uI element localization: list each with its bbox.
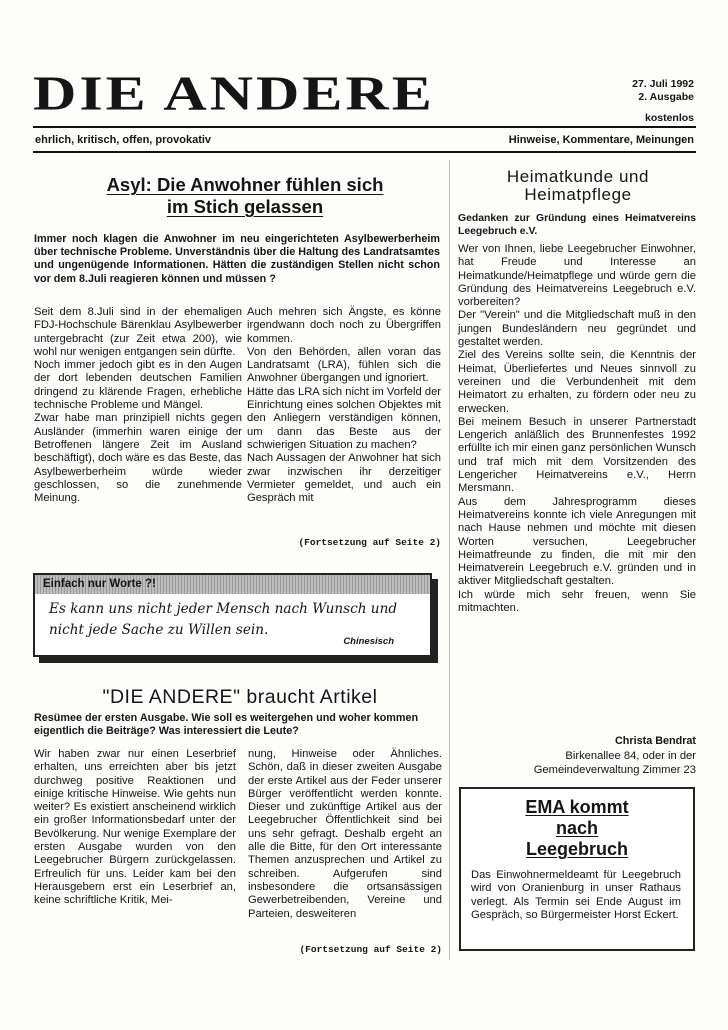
asyl-lead: Immer noch klagen die Anwohner im neu eingerichteten Asylbewerberheim über technische Probleme. Unverständnis über die Haltung des Landratsamtes und ungenügende Informationen. Hätten die zuständigen Stellen nicht schon vor dem 8.Juli reagieren können und müssen ? — [34, 233, 440, 285]
quote-box — [33, 573, 432, 657]
sidebar-paragraph: Ziel des Vereins sollte sein, die Kenntnis der Heimat, Überliefertes und Neues sinnvoll zu vereinen und die Verbundenheit mit dem Heimatort zu erhalten, zu fördern oder neu zu erwecken. — [458, 349, 696, 415]
ema-title — [461, 797, 693, 860]
sidebar-address-line2: Gemeindeverwaltung Zimmer 23 — [533, 764, 696, 776]
asyl-headline-line2: im Stich gelassen — [166, 196, 324, 217]
sidebar-paragraph: Bei meinem Besuch in unserer Partnerstadt Lengerich anläßlich des Brunnenfestes 1992 erfüllte ich mir einen ganz persönlichen Wunsch und traf mich mit dem Vorsitzenden des Lengericher Heimatvereins e.V., Herrn Mersmann. — [458, 415, 696, 495]
tagline-left: ehrlich, kritisch, offen, provokativ — [35, 134, 212, 146]
issue-edition: 2. Ausgabe — [638, 91, 694, 103]
asyl-col2-paragraph: Von den Behörden, allen voran das Landratsamt (LRA), fühlen sich die Anwohner übergangen und ignoriert. — [247, 345, 441, 385]
sidebar-title-line1: Heimatkunde und — [506, 167, 650, 186]
sidebar-paragraph: Aus dem Jahresprogramm dieses Heimatvereins konnte ich viele Anregungen mit nach Hause nehmen und möchte mit diesen Worten versuchen, Leegebrucher Heimatfreunde zu finden, die mit mir den Heimatverein Leegebruch e.V. gründen und in aktiver Mitgliedschaft gestalten. — [458, 495, 696, 588]
asyl-col2-paragraph: Hätte das LRA sich nicht im Vorfeld der Einrichtung eines solchen Objektes mit den Anliegern verständigen können, um dann das Beste aus der schwierigen Situation zu machen? — [247, 385, 442, 451]
artikel-continued: (Fortsetzung auf Seite 2) — [299, 944, 442, 955]
ema-title-line1: EMA kommt — [525, 797, 629, 817]
artikel-column-1: Wir haben zwar nur einen Leserbrief erhalten, uns erreichten aber bis jetzt durchweg positive Reaktionen und einige kritische Hinweise. Wie gehts nun weiter? Es existiert anscheinend wirklich ein großer Informationsbedarf unter der Bevölkerung. Nur wenige Exemplare der ersten Ausgabe wurden von den Leegebrucher Bürgern zurückgelassen. Erfreulich für uns. Leider kam bei den Herausgebern erst ein Leserbrief an, keine schriftliche Kritik, Mei- — [34, 748, 236, 907]
asyl-col1-paragraph: Seit dem 8.Juli sind in der ehemaligen FDJ-Hochschule Bärenklau Asylbewerber untergebracht (zur Zeit etwa 200), wie wohl nur wenigen entgangen sein dürfte. — [34, 306, 242, 358]
quote-line-2: nicht jede Sache zu Willen sein. — [49, 622, 269, 638]
sidebar-paragraph: Der "Verein" und die Mitgliedschaft muß in den jungen Bundesländern neu gegründet und gestaltet werden. — [458, 309, 696, 349]
asyl-headline — [40, 174, 450, 218]
asyl-continued: (Fortsetzung auf Seite 2) — [298, 537, 441, 548]
artikel-headline: "DIE ANDERE" braucht Artikel — [102, 686, 378, 708]
artikel-column-2: nung, Hinweise oder Ähnliches. Schön, daß in dieser zweiten Ausgabe der erste Artikel aus der Feder unserer Bürger veröffentlicht werden konnte. Dieser und zukünftige Artikel aus der Leegebrucher Öffentlichkeit sind bei uns sehr gefragt. Deshalb ergeht an alle die Bitte, für den Ort interessante Themen anzusprechen und Artikel zu schreiben. Aufgerufen sind insbesondere die ortsansässigen Gewerbetreibenden, Vereine und Parteien, desweiteren — [248, 748, 442, 920]
ema-box — [459, 787, 695, 951]
ema-title-line3: Leegebruch — [525, 839, 629, 859]
masthead-rule — [33, 126, 696, 128]
ema-text: Das Einwohnermeldeamt für Leegebruch wird von Oranienburg in unser Rathaus verlegt. Als Termin sei Ende August im Gespräch, so Bürgermeister Horst Eckert. — [471, 869, 681, 922]
masthead-title: DIE ANDERE — [33, 65, 435, 120]
issue-info — [578, 78, 694, 125]
asyl-col2-paragraph: Auch mehren sich Ängste, es könne irgendwann doch noch zu Übergriffen kommen. — [247, 306, 441, 345]
issue-price: kostenlos — [644, 112, 694, 124]
quote-line-1: Es kann uns nicht jeder Mensch nach Wunsch und — [49, 601, 398, 617]
asyl-column-1 — [34, 306, 242, 505]
artikel-lead: Resümee der ersten Ausgabe. Wie soll es weitergehen und woher kommen eigentlich die Beiträge? Was interessiert die Leute? — [34, 712, 419, 737]
tagline-right: Hinweise, Kommentare, Meinungen — [508, 134, 694, 146]
asyl-col2-paragraph: Nach Aussagen der Anwohner hat sich zwar inzwischen ihr derzeitiger Vermieter gemeldet, und auch ein Gespräch mit — [247, 452, 441, 505]
asyl-col1-paragraph: Zwar habe man prinzipiell nichts gegen Ausländer (immerhin waren einige der Betroffenen längere Zeit im Ausland beschäftigt), doch wäre es das Beste, das Asylbewerberheim würde wieder geschlossen, so die zunehmende Meinung. — [34, 412, 242, 505]
asyl-column-2 — [247, 306, 441, 505]
sidebar-title-line2: Heimatpflege — [524, 185, 632, 204]
quote-source: Chinesisch — [343, 636, 394, 647]
sidebar-subtitle: Gedanken zur Gründung eines Heimatvereins Leegebruch e.V. — [458, 213, 696, 237]
asyl-headline-line1: Asyl: Die Anwohner fühlen sich — [106, 174, 384, 195]
quote-heading: Einfach nur Worte ?! — [35, 575, 430, 594]
issue-date: 27. Juli 1992 — [632, 78, 694, 90]
tagline-rule — [33, 151, 696, 153]
ema-title-line2: nach — [555, 818, 598, 838]
sidebar-signer: Christa Bendrat — [615, 735, 696, 747]
column-divider — [449, 160, 450, 960]
sidebar-paragraph: Ich würde mich sehr freuen, wenn Sie mitmachten. — [458, 588, 696, 615]
asyl-col1-paragraph: Noch immer jedoch gibt es in den Augen der dort lebenden deutschen Familien dringend zu klärende Fragen, erhebliche technische Probleme und Mängel. — [34, 359, 242, 412]
sidebar-paragraph: Wer von Ihnen, liebe Leegebrucher Einwohner, hat Freude und Interesse an Heimatkunde/Heimatpflege und würde gern die Gründung des Heimatvereins Leegebruch e.V. vorbereiten? — [458, 243, 696, 309]
sidebar-address — [458, 749, 696, 777]
sidebar-body — [458, 243, 696, 615]
sidebar-title — [458, 168, 698, 204]
quote-text — [49, 599, 419, 641]
sidebar-address-line1: Birkenallee 84, oder in der — [565, 750, 696, 762]
